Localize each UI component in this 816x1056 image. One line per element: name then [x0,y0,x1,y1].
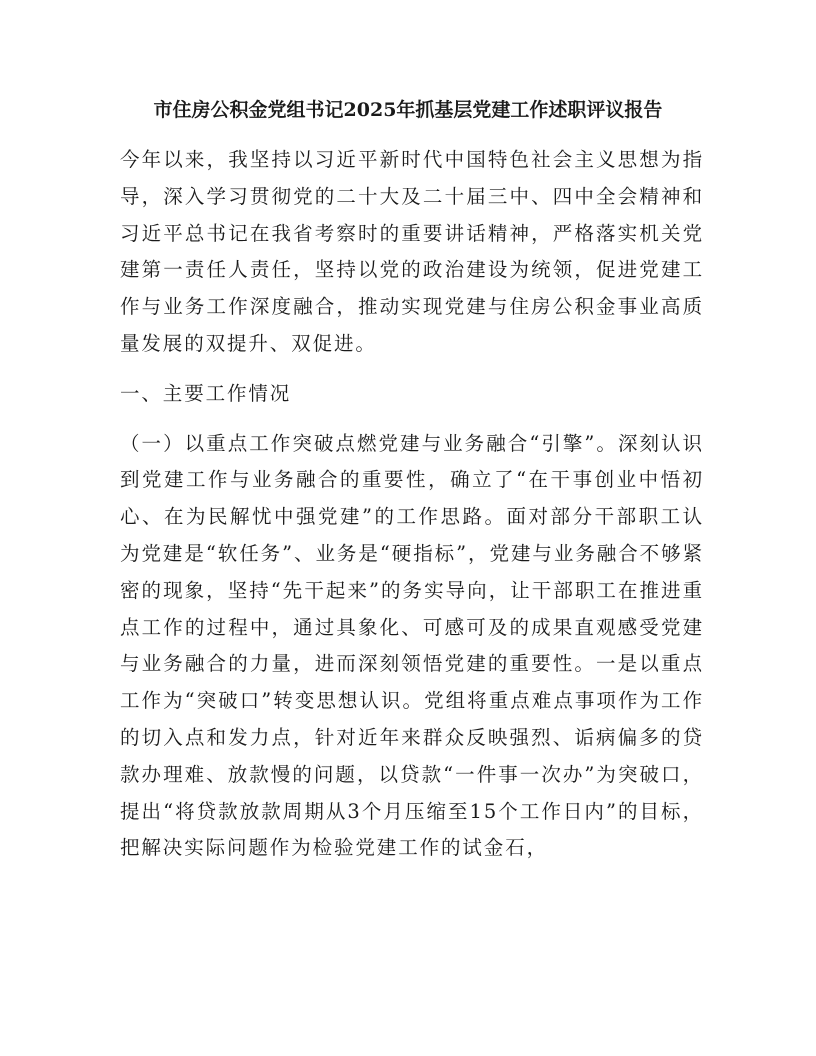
section-paragraph: （一）以重点工作突破点燃党建与业务融合“引擎”。深刻认识到党建工作与业务融合的重要性，确立了“在干事创业中悟初心、在为民解忧中强党建”的工作思路。面对部分干部职工认为党建是“软任务”、业务是“硬指标”，党建与业务融合不够紧密的现象，坚持“先干起来”的务实导向，让干部职工在推进重点工作的过程中，通过具象化、可感可及的成果直观感受党建与业务融合的力量，进而深刻领悟党建的重要性。一是以重点工作为“突破口”转变思想认识。党组将重点难点事项作为工作的切入点和发力点，针对近年来群众反映强烈、诟病偏多的贷款办理难、放款慢的问题，以贷款“一件事一次办”为突破口，提出“将贷款放款周期从3个月压缩至15个工作日内”的目标，把解决实际问题作为检验党建工作的试金石， [120,431,704,860]
intro-paragraph: 今年以来，我坚持以习近平新时代中国特色社会主义思想为指导，深入学习贯彻党的二十大及二十届三中、四中全会精神和习近平总书记在我省考察时的重要讲话精神，严格落实机关党建第一责任人责任，坚持以党的政治建设为统领，促进党建工作与业务工作深度融合，推动实现党建与住房公积金事业高质量发展的双提升、双促进。 [120,148,704,355]
document-title: 市住房公积金党组书记2025年抓基层党建工作述职评议报告 [153,99,663,121]
document-body [120,142,704,880]
section-heading: 一、主要工作情况 [120,381,292,405]
